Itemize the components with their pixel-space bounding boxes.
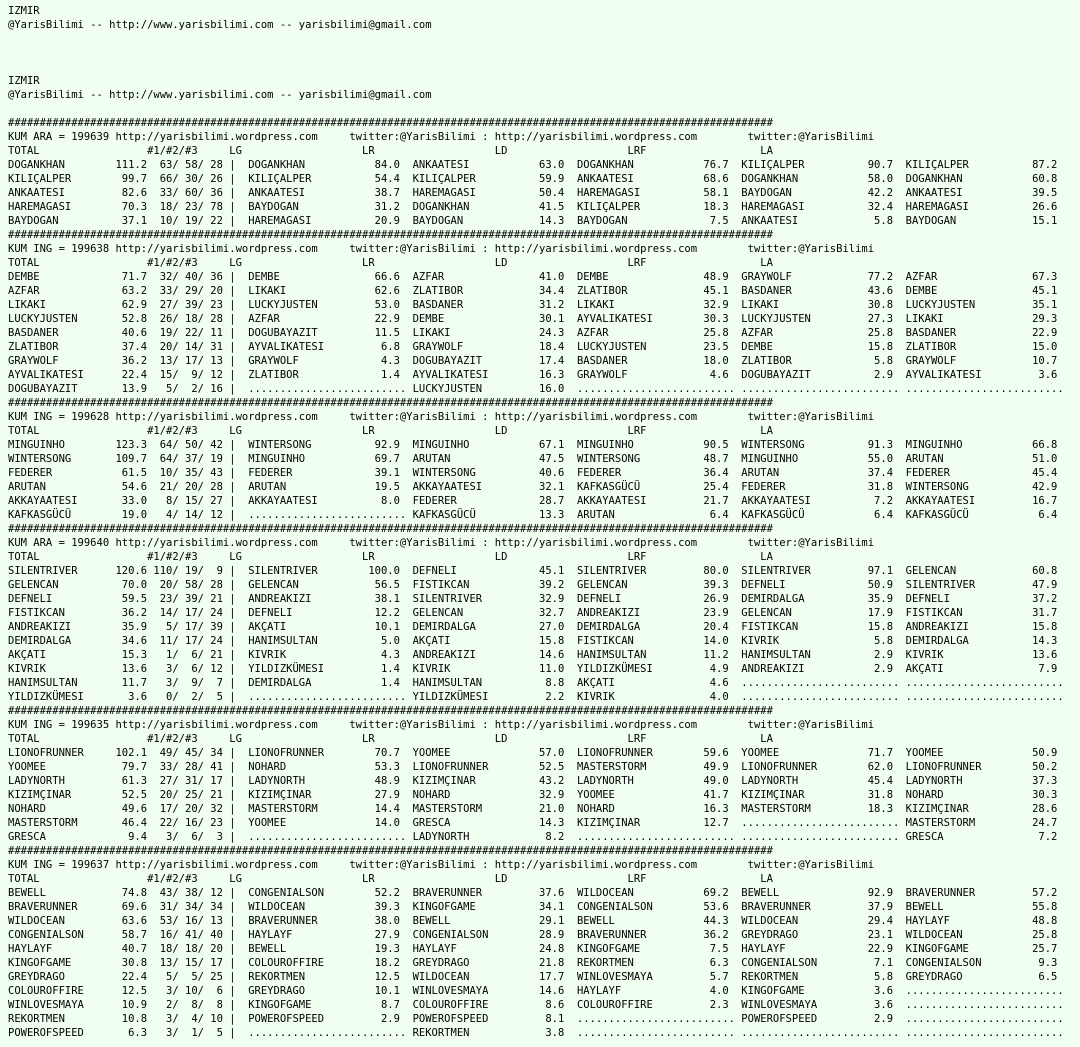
column-header-row: TOTAL #1/#2/#3 LG LR LD LRF LA xyxy=(8,145,773,157)
result-row: AZFAR 63.2 33/ 29/ 20 | LIKAKI 62.6 ZLATIBOR 34.4 ZLATIBOR 45.1 BASDANER 43.6 DEMBE 45.1 xyxy=(8,285,1058,297)
race-blocks xyxy=(8,116,1080,1040)
contact-line: @YarisBilimi -- http://www.yarisbilimi.com -- yarisbilimi@gmail.com xyxy=(8,19,432,31)
result-row: SILENTRIVER 120.6 110/ 19/ 9 | SILENTRIVER 100.0 DEFNELI 45.1 SILENTRIVER 80.0 SILENTRIVER 97.1 GELENCAN 60.8 xyxy=(8,565,1058,577)
result-row: POWEROFSPEED 6.3 3/ 1/ 5 | ......................... REKORTMEN 3.8 ......................... ......................... ......................... xyxy=(8,1027,1064,1039)
result-row: AYVALIKATESI 22.4 15/ 9/ 12 | ZLATIBOR 1.4 AYVALIKATESI 16.3 GRAYWOLF 4.6 DOGUBAYAZIT 2.9 AYVALIKATESI 3.6 xyxy=(8,369,1058,381)
result-row: ANKAATESI 82.6 33/ 60/ 36 | ANKAATESI 38.7 HAREMAGASI 50.4 HAREMAGASI 58.1 BAYDOGAN 42.2 ANKAATESI 39.5 xyxy=(8,187,1058,199)
result-row: NOHARD 49.6 17/ 20/ 32 | MASTERSTORM 14.4 MASTERSTORM 21.0 NOHARD 16.3 MASTERSTORM 18.3 KIZIMÇINAR 28.6 xyxy=(8,803,1058,815)
spacer xyxy=(8,102,1080,116)
city-title-repeat: IZMIR xyxy=(8,75,40,87)
result-row: HANIMSULTAN 11.7 3/ 9/ 7 | DEMIRDALGA 1.4 HANIMSULTAN 8.8 AKÇATI 4.6 ......................... ......................... xyxy=(8,677,1064,689)
column-header-row: TOTAL #1/#2/#3 LG LR LD LRF LA xyxy=(8,873,773,885)
result-row: ARUTAN 54.6 21/ 20/ 28 | ARUTAN 19.5 AKKAYAATESI 32.1 KAFKASGÜCÜ 25.4 FEDERER 31.8 WINTERSONG 42.9 xyxy=(8,481,1058,493)
result-row: CONGENIALSON 58.7 16/ 41/ 40 | HAYLAYF 27.9 CONGENIALSON 28.9 BRAVERUNNER 36.2 GREYDRAGO 23.1 WILDOCEAN 25.8 xyxy=(8,929,1058,941)
result-row: WILDOCEAN 63.6 53/ 16/ 13 | BRAVERUNNER 38.0 BEWELL 29.1 BEWELL 44.3 WILDOCEAN 29.4 HAYLAYF 48.8 xyxy=(8,915,1058,927)
contact-line-repeat: @YarisBilimi -- http://www.yarisbilimi.com -- yarisbilimi@gmail.com xyxy=(8,89,432,101)
column-header-row: TOTAL #1/#2/#3 LG LR LD LRF LA xyxy=(8,257,773,269)
result-row: HAYLAYF 40.7 18/ 18/ 20 | BEWELL 19.3 HAYLAYF 24.8 KINGOFGAME 7.5 HAYLAYF 22.9 KINGOFGAME 25.7 xyxy=(8,943,1058,955)
result-row: BAYDOGAN 37.1 10/ 19/ 22 | HAREMAGASI 20.9 BAYDOGAN 14.3 BAYDOGAN 7.5 ANKAATESI 5.8 BAYDOGAN 15.1 xyxy=(8,215,1058,227)
result-row: MINGUINHO 123.3 64/ 50/ 42 | WINTERSONG 92.9 MINGUINHO 67.1 MINGUINHO 90.5 WINTERSONG 91.3 MINGUINHO 66.8 xyxy=(8,439,1058,451)
result-row: KIVRIK 13.6 3/ 6/ 12 | YILDIZKÜMESI 1.4 KIVRIK 11.0 YILDIZKÜMESI 4.9 ANDREAKIZI 2.9 AKÇATI 7.9 xyxy=(8,663,1058,675)
separator-line: ######################################################################################################################### xyxy=(8,523,773,535)
result-row: FEDERER 61.5 10/ 35/ 43 | FEDERER 39.1 WINTERSONG 40.6 FEDERER 36.4 ARUTAN 37.4 FEDERER 45.4 xyxy=(8,467,1058,479)
result-row: MASTERSTORM 46.4 22/ 16/ 23 | YOOMEE 14.0 GRESCA 14.3 KIZIMÇINAR 12.7 ......................... MASTERSTORM 24.7 xyxy=(8,817,1058,829)
result-row: COLOUROFFIRE 12.5 3/ 10/ 6 | GREYDRAGO 10.1 WINLOVESMAYA 14.6 HAYLAYF 4.0 KINGOFGAME 3.6 ......................... xyxy=(8,985,1064,997)
result-row: BRAVERUNNER 69.6 31/ 34/ 34 | WILDOCEAN 39.3 KINGOFGAME 34.1 CONGENIALSON 53.6 BRAVERUNNER 37.9 BEWELL 55.8 xyxy=(8,901,1058,913)
result-row: WINTERSONG 109.7 64/ 37/ 19 | MINGUINHO 69.7 ARUTAN 47.5 WINTERSONG 48.7 MINGUINHO 55.0 ARUTAN 51.0 xyxy=(8,453,1058,465)
race-block xyxy=(8,522,1080,704)
result-row: BEWELL 74.8 43/ 38/ 12 | CONGENIALSON 52.2 BRAVERUNNER 37.6 WILDOCEAN 69.2 BEWELL 92.9 BRAVERUNNER 57.2 xyxy=(8,887,1058,899)
result-row: DEMBE 71.7 32/ 40/ 36 | DEMBE 66.6 AZFAR 41.0 DEMBE 48.9 GRAYWOLF 77.2 AZFAR 67.3 xyxy=(8,271,1058,283)
spacer xyxy=(8,60,1080,74)
result-row: DOGANKHAN 111.2 63/ 58/ 28 | DOGANKHAN 84.0 ANKAATESI 63.0 DOGANKHAN 76.7 KILIÇALPER 90.7 KILIÇALPER 87.2 xyxy=(8,159,1058,171)
result-row: HAREMAGASI 70.3 18/ 23/ 78 | BAYDOGAN 31.2 DOGANKHAN 41.5 KILIÇALPER 18.3 HAREMAGASI 32.4 HAREMAGASI 26.6 xyxy=(8,201,1058,213)
race-block xyxy=(8,116,1080,228)
result-row: LIKAKI 62.9 27/ 39/ 23 | LUCKYJUSTEN 53.0 BASDANER 31.2 LIKAKI 32.9 LIKAKI 30.8 LUCKYJUSTEN 35.1 xyxy=(8,299,1058,311)
result-row: KINGOFGAME 30.8 13/ 15/ 17 | COLOUROFFIRE 18.2 GREYDRAGO 21.8 REKORTMEN 6.3 CONGENIALSON 7.1 CONGENIALSON 9.3 xyxy=(8,957,1058,969)
result-row: GREYDRAGO 22.4 5/ 5/ 25 | REKORTMEN 12.5 WILDOCEAN 17.7 WINLOVESMAYA 5.7 REKORTMEN 5.8 GREYDRAGO 6.5 xyxy=(8,971,1058,983)
result-row: DEMIRDALGA 34.6 11/ 17/ 24 | HANIMSULTAN 5.0 AKÇATI 15.8 FISTIKCAN 14.0 KIVRIK 5.8 DEMIRDALGA 14.3 xyxy=(8,635,1058,647)
separator-line: ######################################################################################################################### xyxy=(8,397,773,409)
result-row: GRAYWOLF 36.2 13/ 17/ 13 | GRAYWOLF 4.3 DOGUBAYAZIT 17.4 BASDANER 18.0 ZLATIBOR 5.8 GRAYWOLF 10.7 xyxy=(8,355,1058,367)
result-row: LUCKYJUSTEN 52.8 26/ 18/ 28 | AZFAR 22.9 DEMBE 30.1 AYVALIKATESI 30.3 LUCKYJUSTEN 27.3 LIKAKI 29.3 xyxy=(8,313,1058,325)
result-row: YOOMEE 79.7 33/ 28/ 41 | NOHARD 53.3 LIONOFRUNNER 52.5 MASTERSTORM 49.9 LIONOFRUNNER 62.0 LIONOFRUNNER 50.2 xyxy=(8,761,1058,773)
result-row: REKORTMEN 10.8 3/ 4/ 10 | POWEROFSPEED 2.9 POWEROFSPEED 8.1 ......................... POWEROFSPEED 2.9 ......................... xyxy=(8,1013,1064,1025)
race-header: KUM ARA = 199640 http://yarisbilimi.wordpress.com twitter:@YarisBilimi : http://yarisbilimi.wordpress.com twitter:@YarisBilimi xyxy=(8,537,875,549)
race-block xyxy=(8,396,1080,522)
spacer xyxy=(8,32,1080,46)
race-header: KUM ING = 199635 http://yarisbilimi.wordpress.com twitter:@YarisBilimi : http://yarisbilimi.wordpress.com twitter:@YarisBilimi xyxy=(8,719,875,731)
race-block xyxy=(8,704,1080,844)
result-row: GRESCA 9.4 3/ 6/ 3 | ......................... LADYNORTH 8.2 ......................... ......................... GRESCA 7.2 xyxy=(8,831,1058,843)
result-row: GELENCAN 70.0 20/ 58/ 28 | GELENCAN 56.5 FISTIKCAN 39.2 GELENCAN 39.3 DEFNELI 50.9 SILENTRIVER 47.9 xyxy=(8,579,1058,591)
result-row: WINLOVESMAYA 10.9 2/ 8/ 8 | KINGOFGAME 8.7 COLOUROFFIRE 8.6 COLOUROFFIRE 2.3 WINLOVESMAYA 3.6 ......................... xyxy=(8,999,1064,1011)
result-row: FISTIKCAN 36.2 14/ 17/ 24 | DEFNELI 12.2 GELENCAN 32.7 ANDREAKIZI 23.9 GELENCAN 17.9 FISTIKCAN 31.7 xyxy=(8,607,1058,619)
column-header-row: TOTAL #1/#2/#3 LG LR LD LRF LA xyxy=(8,425,773,437)
result-row: DEFNELI 59.5 23/ 39/ 21 | ANDREAKIZI 38.1 SILENTRIVER 32.9 DEFNELI 26.9 DEMIRDALGA 35.9 DEFNELI 37.2 xyxy=(8,593,1058,605)
separator-line: ######################################################################################################################### xyxy=(8,705,773,717)
separator-line: ######################################################################################################################### xyxy=(8,117,773,129)
result-row: LADYNORTH 61.3 27/ 31/ 17 | LADYNORTH 48.9 KIZIMÇINAR 43.2 LADYNORTH 49.0 LADYNORTH 45.4 LADYNORTH 37.3 xyxy=(8,775,1058,787)
race-header: KUM ING = 199637 http://yarisbilimi.wordpress.com twitter:@YarisBilimi : http://yarisbilimi.wordpress.com twitter:@YarisBilimi xyxy=(8,859,875,871)
result-row: ANDREAKIZI 35.9 5/ 17/ 39 | AKÇATI 10.1 DEMIRDALGA 27.0 DEMIRDALGA 20.4 FISTIKCAN 15.8 ANDREAKIZI 15.8 xyxy=(8,621,1058,633)
separator-line: ######################################################################################################################### xyxy=(8,845,773,857)
result-row: KILIÇALPER 99.7 66/ 30/ 26 | KILIÇALPER 54.4 KILIÇALPER 59.9 ANKAATESI 68.6 DOGANKHAN 58.0 DOGANKHAN 60.8 xyxy=(8,173,1058,185)
result-row: KAFKASGÜCÜ 19.0 4/ 14/ 12 | ......................... KAFKASGÜCÜ 13.3 ARUTAN 6.4 KAFKASGÜCÜ 6.4 KAFKASGÜCÜ 6.4 xyxy=(8,509,1058,521)
race-header: KUM ING = 199628 http://yarisbilimi.wordpress.com twitter:@YarisBilimi : http://yarisbilimi.wordpress.com twitter:@YarisBilimi xyxy=(8,411,875,423)
result-row: YILDIZKÜMESI 3.6 0/ 2/ 5 | ......................... YILDIZKÜMESI 2.2 KIVRIK 4.0 ......................... ......................... xyxy=(8,691,1064,703)
race-block xyxy=(8,844,1080,1040)
result-row: DOGUBAYAZIT 13.9 5/ 2/ 16 | ......................... LUCKYJUSTEN 16.0 ......................... ......................... ......................... xyxy=(8,383,1064,395)
result-row: ZLATIBOR 37.4 20/ 14/ 31 | AYVALIKATESI 6.8 GRAYWOLF 18.4 LUCKYJUSTEN 23.5 DEMBE 15.8 ZLATIBOR 15.0 xyxy=(8,341,1058,353)
column-header-row: TOTAL #1/#2/#3 LG LR LD LRF LA xyxy=(8,733,773,745)
result-row: AKÇATI 15.3 1/ 6/ 21 | KIVRIK 4.3 ANDREAKIZI 14.6 HANIMSULTAN 11.2 HANIMSULTAN 2.9 KIVRIK 13.6 xyxy=(8,649,1058,661)
result-row: AKKAYAATESI 33.0 8/ 15/ 27 | AKKAYAATESI 8.0 FEDERER 28.7 AKKAYAATESI 21.7 AKKAYAATESI 7.2 AKKAYAATESI 16.7 xyxy=(8,495,1058,507)
result-row: BASDANER 40.6 19/ 22/ 11 | DOGUBAYAZIT 11.5 LIKAKI 24.3 AZFAR 25.8 AZFAR 25.8 BASDANER 22.9 xyxy=(8,327,1058,339)
result-row: LIONOFRUNNER 102.1 49/ 45/ 34 | LIONOFRUNNER 70.7 YOOMEE 57.0 LIONOFRUNNER 59.6 YOOMEE 71.7 YOOMEE 50.9 xyxy=(8,747,1058,759)
column-header-row: TOTAL #1/#2/#3 LG LR LD LRF LA xyxy=(8,551,773,563)
spacer xyxy=(8,46,1080,60)
race-block xyxy=(8,228,1080,396)
race-header: KUM ING = 199638 http://yarisbilimi.wordpress.com twitter:@YarisBilimi : http://yarisbilimi.wordpress.com twitter:@YarisBilimi xyxy=(8,243,875,255)
race-header: KUM ARA = 199639 http://yarisbilimi.wordpress.com twitter:@YarisBilimi : http://yarisbilimi.wordpress.com twitter:@YarisBilimi xyxy=(8,131,875,143)
city-title: IZMIR xyxy=(8,5,40,17)
separator-line: ######################################################################################################################### xyxy=(8,229,773,241)
result-row: KIZIMÇINAR 52.5 20/ 25/ 21 | KIZIMÇINAR 27.9 NOHARD 32.9 YOOMEE 41.7 KIZIMÇINAR 31.8 NOHARD 30.3 xyxy=(8,789,1058,801)
